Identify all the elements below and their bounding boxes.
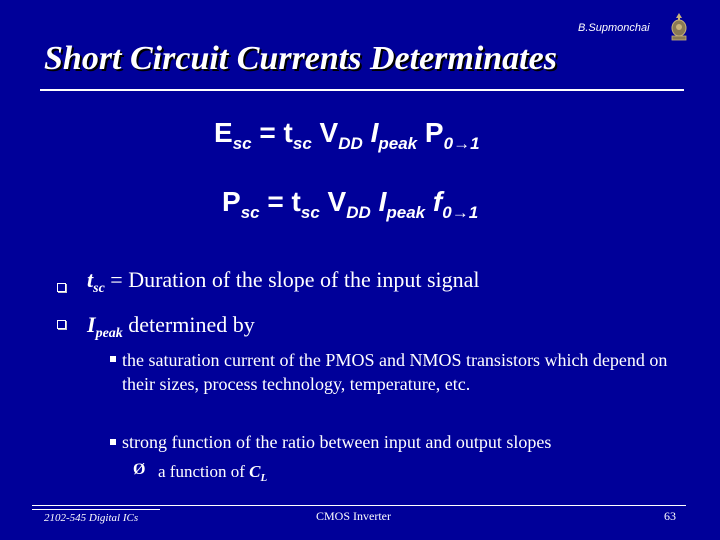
subbullet-slopes: strong function of the ratio between input and output slopes [122, 432, 552, 452]
bullet-symbol: t [87, 267, 94, 292]
eq-last-sub: 0→1 [443, 134, 480, 153]
footer-course-underline [32, 509, 160, 510]
eq-v-sub: DD [338, 134, 363, 153]
eq-t: t [291, 186, 301, 217]
eq-v: V [319, 186, 347, 217]
footer-course: 2102-545 Digital ICs [44, 512, 139, 524]
square-bullet-icon [110, 356, 116, 362]
eq-sign: = [259, 186, 292, 217]
subsub-text: a function of [158, 462, 250, 481]
eq-v: V [311, 117, 339, 148]
eq-lhs-sub: sc [240, 203, 260, 222]
subsub-symbol-sub: L [260, 472, 268, 484]
page-number: 63 [664, 509, 676, 523]
transition-arrow-icon: → [453, 134, 471, 153]
eq-i: I [362, 117, 379, 148]
footer-divider [32, 505, 686, 506]
subsub-load-cap [158, 462, 267, 484]
energy-equation [214, 117, 480, 154]
subsub-symbol: C [249, 462, 261, 481]
eq-lhs: P [222, 186, 241, 217]
eq-v-sub: DD [346, 203, 371, 222]
eq-i-sub: peak [378, 134, 418, 153]
eq-sign: = [251, 117, 284, 148]
eq-i-sub: peak [386, 203, 426, 222]
eq-t-sub: sc [292, 134, 312, 153]
author-name: B.Supmonchai [578, 22, 650, 34]
eq-t-sub: sc [300, 203, 320, 222]
footer-topic: CMOS Inverter [316, 509, 391, 523]
bullet-symbol-sub: peak [95, 326, 123, 341]
subbullet-saturation: the saturation current of the PMOS and NMOS transistors which depend on their sizes, process technology, temperature, etc. [122, 350, 668, 394]
bullet-text: = Duration of the slope of the input signal [104, 267, 480, 292]
eq-lhs-sub: sc [232, 134, 252, 153]
bullet-duration [87, 267, 480, 297]
bullet-symbol-sub: sc [93, 281, 105, 296]
power-equation [222, 186, 478, 223]
eq-last: P [417, 117, 444, 148]
arrow-bullet-icon: Ø [133, 461, 146, 478]
bullet-text: determined by [122, 312, 255, 337]
bullet-symbol: I [87, 312, 96, 337]
bullet-box-icon [57, 283, 66, 292]
eq-last: f [425, 186, 443, 217]
eq-t: t [283, 117, 293, 148]
slide-title: Short Circuit Currents Determinates [44, 40, 557, 77]
eq-lhs: E [214, 117, 233, 148]
bullet-ipeak [87, 312, 255, 342]
square-bullet-icon [110, 439, 116, 445]
eq-i: I [370, 186, 387, 217]
bullet-box-icon [57, 320, 66, 329]
transition-arrow-icon: → [451, 203, 469, 222]
eq-last-sub: 0→1 [442, 203, 479, 222]
title-divider [40, 89, 684, 91]
university-emblem-icon [668, 12, 690, 42]
